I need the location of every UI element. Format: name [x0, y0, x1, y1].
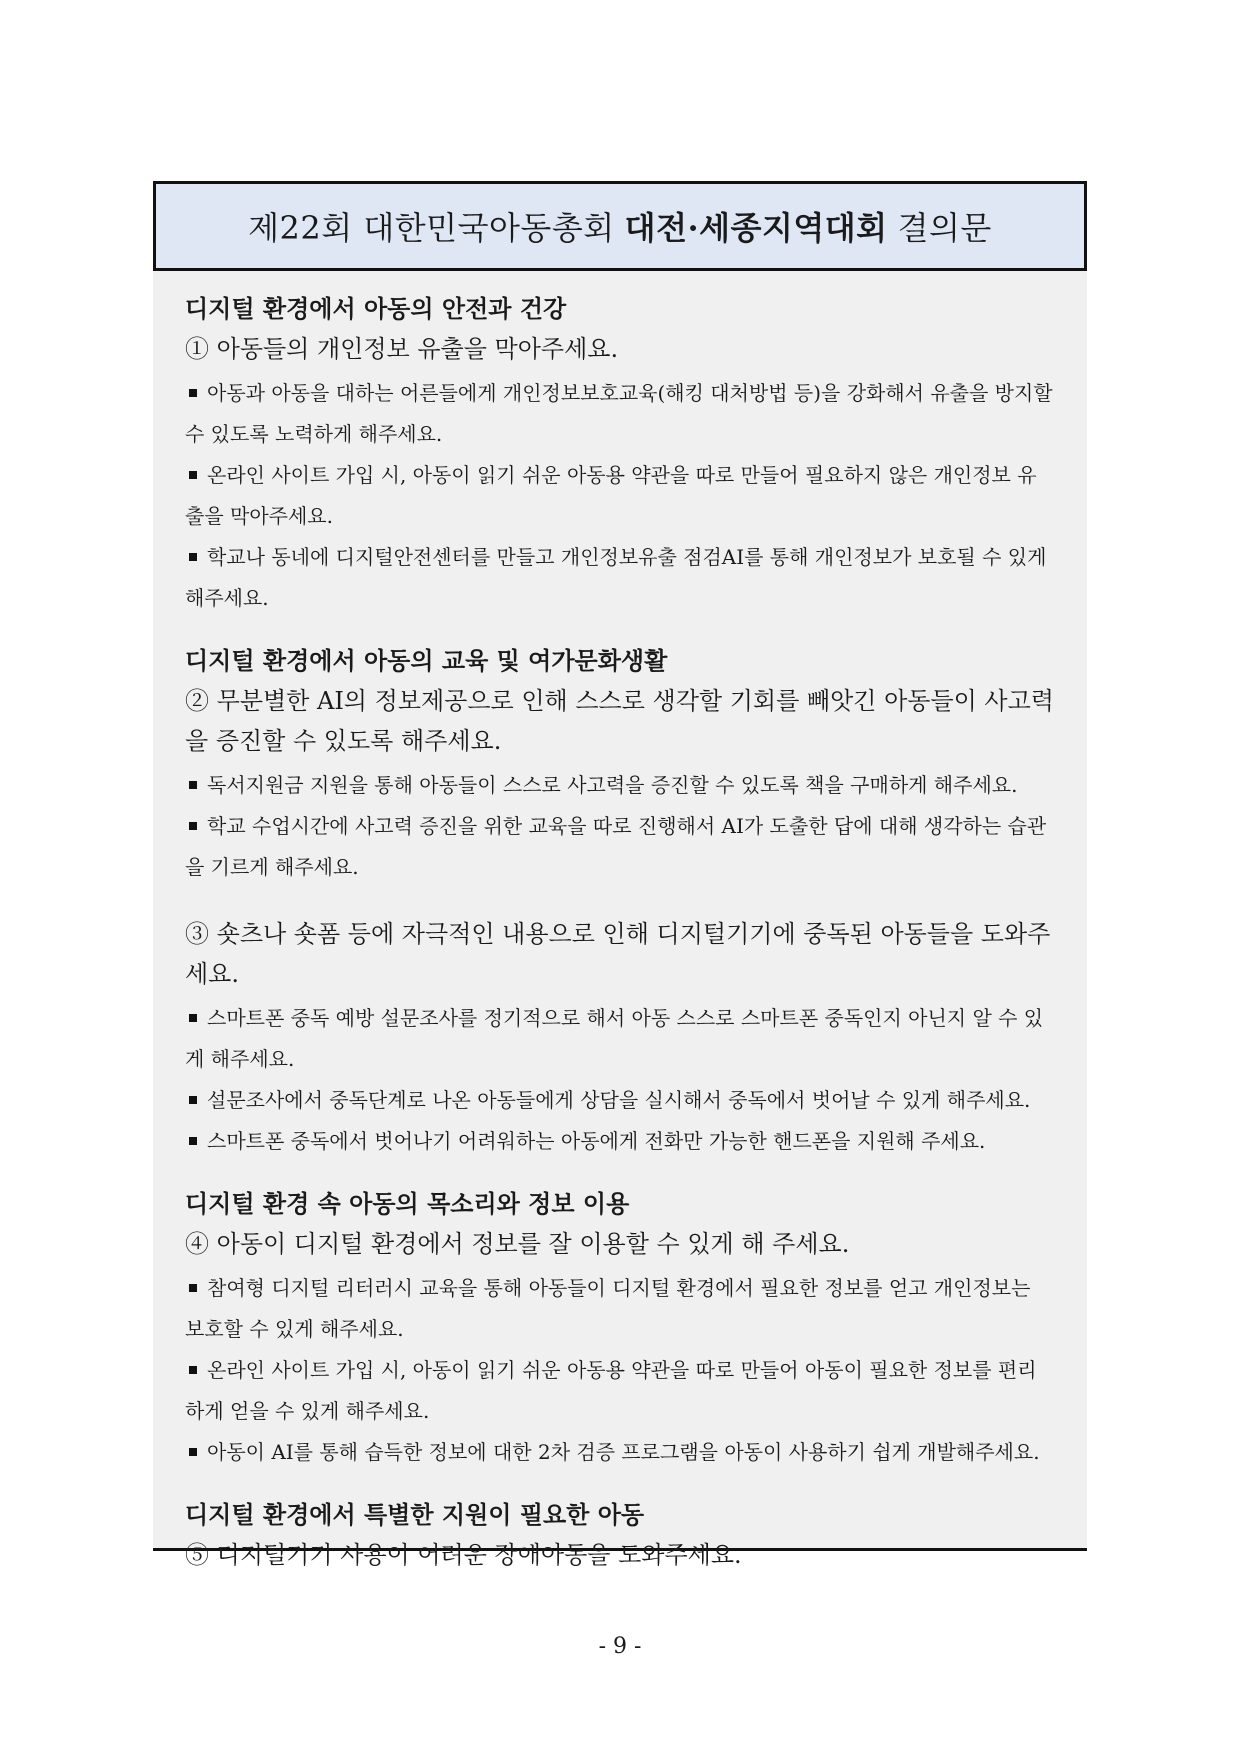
bullet-item: 아동이 AI를 통해 습득한 정보에 대한 2차 검증 프로그램을 아동이 사용하기 쉽게 개발해주세요. [185, 1432, 1055, 1473]
square-bullet-icon [189, 553, 197, 561]
resolution-item: ⑤ 디지털기기 사용이 어려운 장애아동을 도와주세요. [185, 1541, 742, 1569]
resolution-item: ② 무분별한 AI의 정보제공으로 인해 스스로 생각할 기회를 빼앗긴 아동들이 사고력을 증진할 수 있도록 해주세요. [185, 687, 1054, 755]
square-bullet-icon [189, 1366, 197, 1374]
bullet-item: 스마트폰 중독 예방 설문조사를 정기적으로 해서 아동 스스로 스마트폰 중독인지 아닌지 알 수 있게 해주세요. [185, 1006, 1044, 1071]
bullet-item: 스마트폰 중독에서 벗어나기 어려워하는 아동에게 전화만 가능한 핸드폰을 지원해 주세요. [185, 1121, 1055, 1162]
page-number: - 9 - [598, 1634, 642, 1659]
square-bullet-icon [189, 781, 197, 789]
square-bullet-icon [189, 389, 197, 397]
square-bullet-icon [189, 1448, 197, 1456]
square-bullet-icon [189, 1137, 197, 1145]
section-heading: 디지털 환경 속 아동의 목소리와 정보 이용 [185, 1189, 630, 1218]
square-bullet-icon [189, 1096, 197, 1104]
resolution-item: ④ 아동이 디지털 환경에서 정보를 잘 이용할 수 있게 해 주세요. [185, 1230, 850, 1258]
title-bold: 대전·세종지역대회 [624, 209, 888, 247]
bullet-item: 학교나 동네에 디지털안전센터를 만들고 개인정보유출 점검AI를 통해 개인정보가 보호될 수 있게 해주세요. [185, 545, 1047, 610]
bullet-item: 온라인 사이트 가입 시, 아동이 읽기 쉬운 아동용 약관을 따로 만들어 아동이 필요한 정보를 편리하게 얻을 수 있게 해주세요. [185, 1358, 1037, 1423]
square-bullet-icon [189, 822, 197, 830]
square-bullet-icon [189, 471, 197, 479]
bullet-item: 독서지원금 지원을 통해 아동들이 스스로 사고력을 증진할 수 있도록 책을 구매하게 해주세요. [185, 765, 1055, 806]
section-heading: 디지털 환경에서 아동의 안전과 건강 [185, 294, 567, 323]
title-pre: 제22회 대한민국아동총회 [248, 209, 615, 247]
resolution-item: ① 아동들의 개인정보 유출을 막아주세요. [185, 335, 619, 363]
section-heading: 디지털 환경에서 특별한 지원이 필요한 아동 [185, 1500, 645, 1529]
section-heading: 디지털 환경에서 아동의 교육 및 여가문화생활 [185, 646, 668, 675]
title-post: 결의문 [897, 209, 992, 247]
bullet-item: 아동과 아동을 대하는 어른들에게 개인정보보호교육(해킹 대처방법 등)을 강화해서 유출을 방지할 수 있도록 노력하게 해주세요. [185, 381, 1053, 446]
document-title [153, 181, 1087, 271]
bullet-item: 참여형 디지털 리터러시 교육을 통해 아동들이 디지털 환경에서 필요한 정보를 얻고 개인정보는 보호할 수 있게 해주세요. [185, 1276, 1031, 1341]
bullet-item: 설문조사에서 중독단계로 나온 아동들에게 상담을 실시해서 중독에서 벗어날 수 있게 해주세요. [185, 1080, 1055, 1121]
resolution-body [153, 271, 1087, 1569]
resolution-item: ③ 숏츠나 숏폼 등에 자극적인 내용으로 인해 디지털기기에 중독된 아동들을 도와주세요. [185, 920, 1051, 988]
bullet-item: 온라인 사이트 가입 시, 아동이 읽기 쉬운 아동용 약관을 따로 만들어 필요하지 않은 개인정보 유출을 막아주세요. [185, 463, 1037, 528]
bullet-item: 학교 수업시간에 사고력 증진을 위한 교육을 따로 진행해서 AI가 도출한 답에 대해 생각하는 습관을 기르게 해주세요. [185, 814, 1047, 879]
square-bullet-icon [189, 1014, 197, 1022]
square-bullet-icon [189, 1284, 197, 1292]
